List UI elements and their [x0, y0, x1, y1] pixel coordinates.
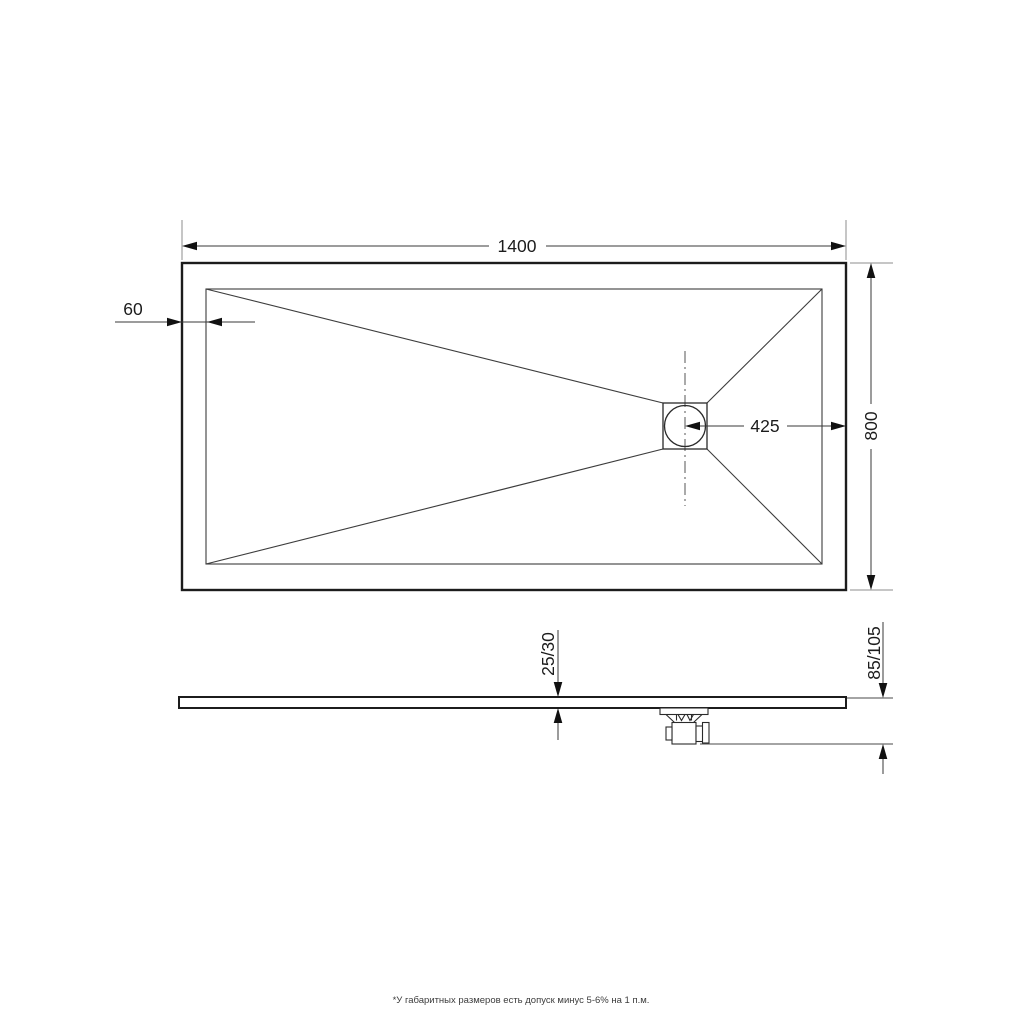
- drain-trap-body: [672, 723, 696, 745]
- drain-trap-assembly: [660, 708, 709, 744]
- arrowhead-right-pointing: [167, 318, 182, 327]
- arrowhead-up: [879, 744, 888, 759]
- arrowhead-left: [182, 242, 197, 251]
- top-view: [182, 263, 846, 590]
- dim-height: [850, 263, 893, 590]
- dim-label-width: 1400: [497, 236, 537, 256]
- dim-thickness: [538, 630, 562, 740]
- tray-outer-rect: [182, 263, 846, 590]
- tray-slab: [179, 697, 846, 708]
- arrowhead-down: [554, 682, 563, 697]
- tolerance-footnote: *У габаритных размеров есть допуск минус 5-6% на 1 п.м.: [392, 995, 650, 1006]
- dim-label-thickness: 25/30: [538, 632, 558, 676]
- drain-flange: [660, 708, 708, 715]
- arrowhead-up: [867, 263, 876, 278]
- arrowhead-right: [831, 242, 846, 251]
- dim-width: [182, 220, 846, 260]
- dim-label-height: 800: [861, 411, 881, 441]
- arrowhead-up: [554, 708, 563, 723]
- arrowhead-down: [867, 575, 876, 590]
- dim-label-border: 60: [123, 299, 143, 319]
- drain-internals: [666, 715, 702, 723]
- side-view: [179, 697, 846, 744]
- drain-left-tab: [666, 727, 672, 740]
- dim-label-total-height: 85/105: [864, 626, 884, 680]
- arrowhead-down: [879, 683, 888, 698]
- dim-label-drain-offset: 425: [750, 416, 780, 436]
- drain-outlet-cap: [703, 723, 710, 744]
